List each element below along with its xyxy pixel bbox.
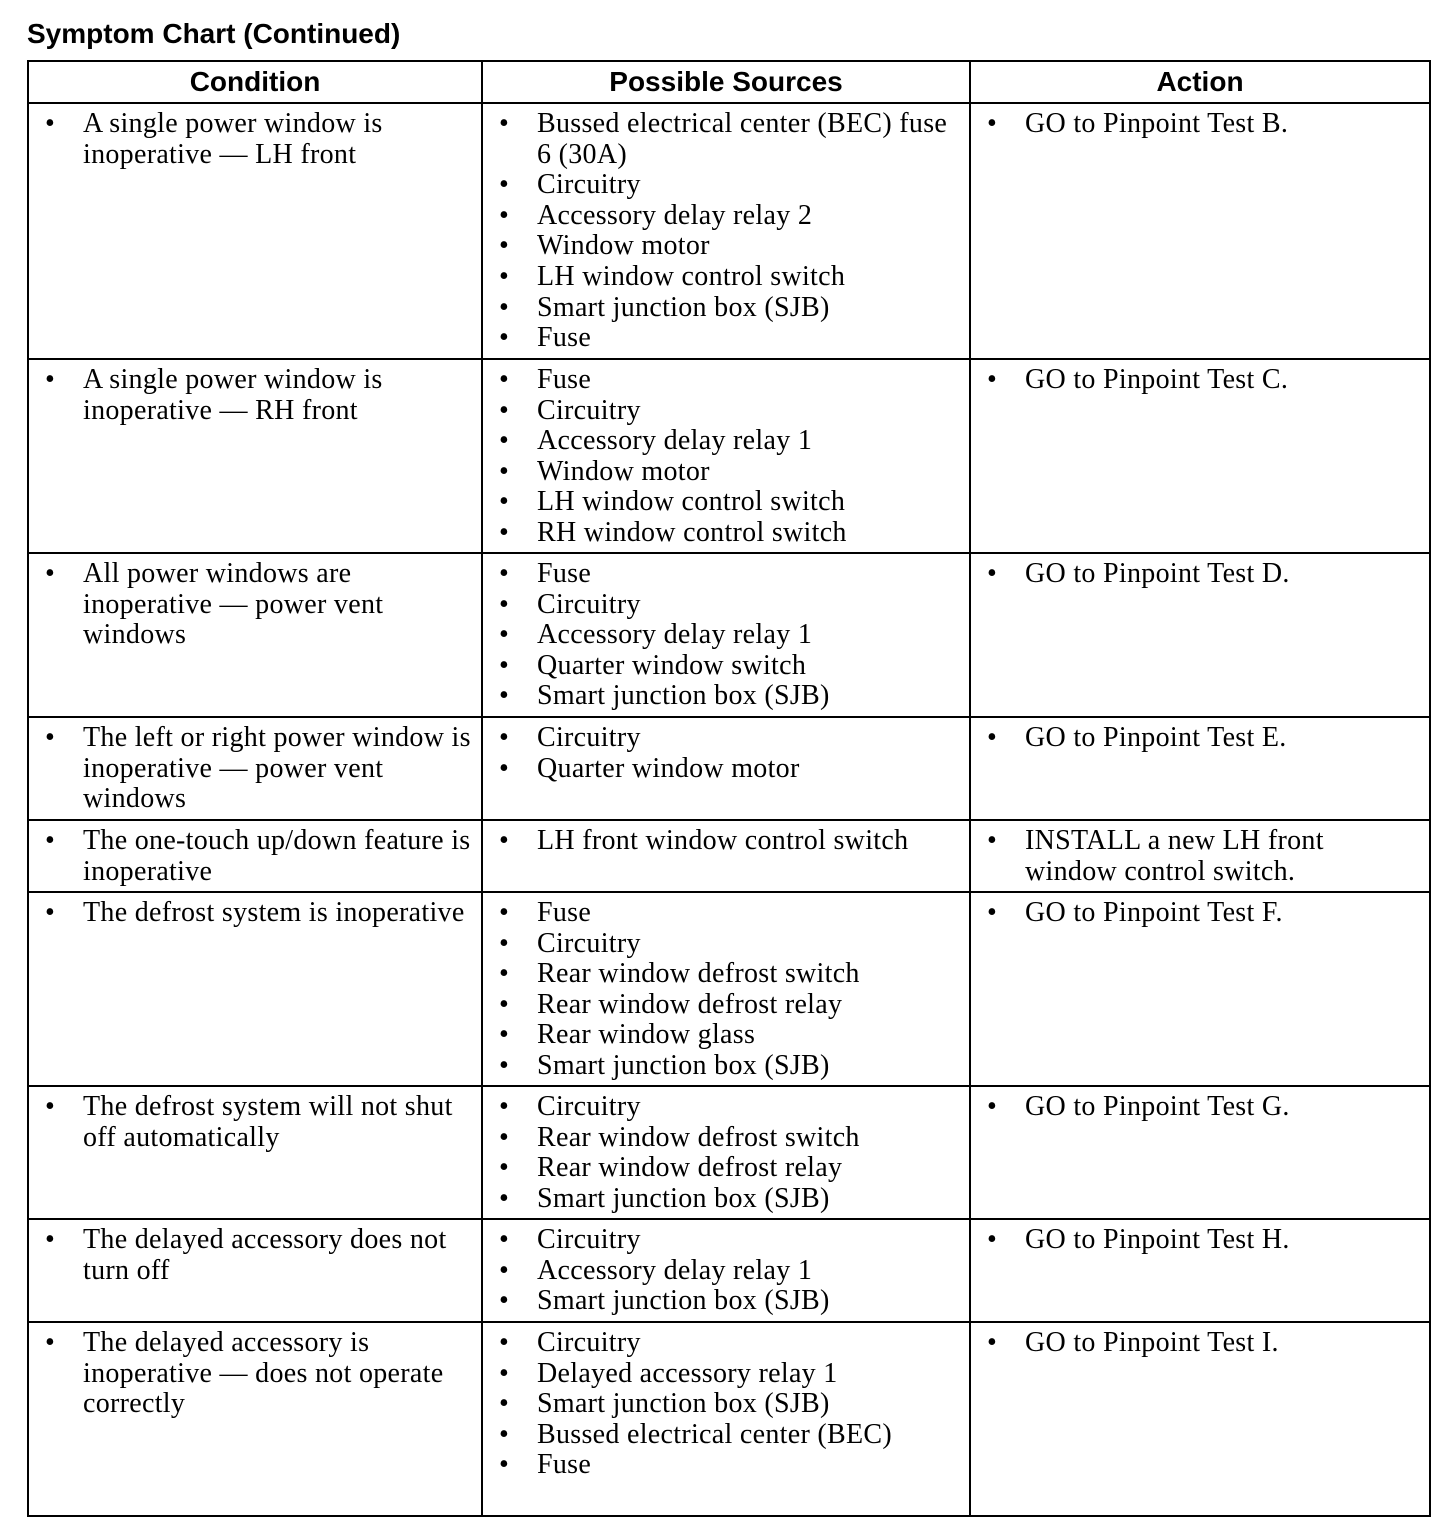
bullet-list: [29, 718, 481, 817]
list-item: [483, 1328, 961, 1359]
list-item-text: Smart junction box (SJB): [537, 680, 830, 712]
bullet-icon: •: [498, 1019, 510, 1051]
list-item-text: Rear window glass: [537, 1019, 756, 1051]
bullet-icon: •: [44, 1091, 56, 1122]
list-item: [971, 109, 1421, 140]
bullet-icon: •: [44, 108, 56, 139]
list-item-text: Fuse: [537, 322, 592, 354]
list-item-text: The left or right power window is inoperative — power vent windows: [83, 722, 471, 815]
list-item-text: GO to Pinpoint Test B.: [1025, 108, 1289, 139]
list-item: [971, 1225, 1421, 1256]
possible-sources-cell: [482, 1219, 970, 1322]
condition-cell: [28, 1322, 482, 1516]
list-item: [971, 826, 1421, 887]
possible-sources-cell: [482, 1086, 970, 1219]
bullet-icon: •: [498, 425, 510, 457]
bullet-icon: •: [498, 455, 510, 487]
bullet-icon: •: [498, 169, 510, 201]
list-item-text: Fuse: [537, 364, 592, 395]
list-item: [483, 365, 961, 396]
list-item: [29, 559, 473, 651]
list-item: [483, 754, 961, 785]
bullet-list: [971, 1323, 1429, 1361]
bullet-list: [971, 718, 1429, 756]
list-item-text: The defrost system will not shut off automatically: [83, 1091, 453, 1153]
list-item: [483, 959, 961, 990]
bullet-icon: •: [498, 394, 510, 426]
list-item-text: GO to Pinpoint Test H.: [1025, 1224, 1290, 1255]
action-cell: [970, 103, 1430, 359]
bullet-icon: •: [498, 1254, 510, 1286]
bullet-list: [483, 893, 969, 1084]
list-item-text: Fuse: [537, 558, 592, 589]
list-item-text: A single power window is inoperative — RH front: [83, 364, 383, 426]
bullet-icon: •: [498, 1224, 510, 1255]
list-item: [483, 826, 961, 857]
list-item: [971, 723, 1421, 754]
bullet-icon: •: [498, 1449, 510, 1481]
condition-cell: [28, 359, 482, 553]
list-item: [483, 1420, 961, 1451]
list-item-text: Fuse: [537, 897, 592, 928]
bullet-list: [483, 104, 969, 356]
list-item: [483, 1051, 961, 1082]
list-item-text: Smart junction box (SJB): [537, 1049, 830, 1081]
list-item-text: Smart junction box (SJB): [537, 291, 830, 323]
bullet-list: [29, 1087, 481, 1155]
bullet-list: [971, 554, 1429, 592]
list-item-text: GO to Pinpoint Test C.: [1025, 364, 1289, 395]
list-item: [29, 365, 473, 426]
bullet-icon: •: [498, 1182, 510, 1214]
condition-cell: [28, 1219, 482, 1322]
list-item-text: Fuse: [537, 1449, 592, 1481]
table-body: [28, 103, 1430, 1516]
bullet-list: [483, 554, 969, 714]
list-item-text: Window motor: [537, 230, 710, 262]
list-item-text: LH front window control switch: [537, 825, 909, 856]
list-item: [483, 1256, 961, 1287]
condition-cell: [28, 717, 482, 820]
bullet-icon: •: [44, 825, 56, 856]
list-item: [483, 1359, 961, 1390]
list-item-text: GO to Pinpoint Test E.: [1025, 722, 1287, 753]
bullet-icon: •: [498, 1049, 510, 1081]
bullet-list: [971, 104, 1429, 142]
bullet-icon: •: [498, 1357, 510, 1389]
list-item: [483, 293, 961, 324]
list-item-text: INSTALL a new LH front window control switch.: [1025, 825, 1324, 887]
possible-sources-cell: [482, 1322, 970, 1516]
action-cell: [970, 717, 1430, 820]
bullet-icon: •: [498, 558, 510, 589]
bullet-icon: •: [498, 1285, 510, 1317]
list-item-text: Accessory delay relay 2: [537, 199, 813, 231]
bullet-icon: •: [44, 558, 56, 589]
list-item: [483, 620, 961, 651]
list-item: [971, 1092, 1421, 1123]
list-item: [483, 170, 961, 201]
list-item: [483, 1123, 961, 1154]
action-cell: [970, 359, 1430, 553]
list-item: [483, 1286, 961, 1317]
list-item-text: Circuitry: [537, 394, 641, 426]
bullet-icon: •: [498, 1327, 510, 1358]
list-item-text: Accessory delay relay 1: [537, 425, 813, 457]
action-cell: [970, 1086, 1430, 1219]
table-row: [28, 103, 1430, 359]
list-item: [29, 1328, 473, 1420]
table-row: [28, 359, 1430, 553]
list-item: [483, 262, 961, 293]
bullet-list: [971, 893, 1429, 931]
list-item: [483, 723, 961, 754]
list-item-text: RH window control switch: [537, 516, 847, 548]
bullet-list: [29, 554, 481, 653]
possible-sources-cell: [482, 359, 970, 553]
bullet-icon: •: [986, 722, 998, 753]
list-item: [29, 1092, 473, 1153]
list-item-text: Quarter window motor: [537, 752, 800, 784]
list-item: [971, 1328, 1421, 1359]
list-item-text: Circuitry: [537, 927, 641, 959]
bullet-list: [29, 893, 481, 931]
table-row: [28, 820, 1430, 892]
list-item: [483, 1092, 961, 1123]
bullet-list: [483, 1220, 969, 1319]
list-item-text: Circuitry: [537, 588, 641, 620]
list-item: [483, 487, 961, 518]
list-item: [29, 1225, 473, 1286]
bullet-icon: •: [44, 1224, 56, 1255]
list-item-text: GO to Pinpoint Test D.: [1025, 558, 1290, 589]
action-cell: [970, 1219, 1430, 1322]
bullet-icon: •: [498, 486, 510, 518]
bullet-icon: •: [498, 516, 510, 548]
bullet-icon: •: [498, 680, 510, 712]
bullet-icon: •: [498, 1388, 510, 1420]
list-item-text: Circuitry: [537, 1327, 641, 1358]
list-item-text: Smart junction box (SJB): [537, 1285, 830, 1317]
bullet-icon: •: [498, 825, 510, 856]
bullet-icon: •: [498, 322, 510, 354]
bullet-icon: •: [498, 1091, 510, 1122]
bullet-icon: •: [986, 825, 998, 856]
list-item: [483, 1020, 961, 1051]
bullet-icon: •: [498, 927, 510, 959]
condition-cell: [28, 553, 482, 717]
bullet-icon: •: [44, 897, 56, 928]
bullet-icon: •: [986, 1091, 998, 1122]
list-item: [971, 365, 1421, 396]
bullet-icon: •: [986, 897, 998, 928]
list-item-text: GO to Pinpoint Test F.: [1025, 897, 1283, 928]
bullet-icon: •: [498, 1121, 510, 1153]
list-item-text: LH window control switch: [537, 260, 846, 292]
bullet-list: [483, 718, 969, 786]
list-item: [29, 898, 473, 929]
bullet-icon: •: [986, 1224, 998, 1255]
list-item: [483, 929, 961, 960]
list-item-text: The delayed accessory does not turn off: [83, 1224, 447, 1286]
bullet-list: [29, 821, 481, 889]
bullet-icon: •: [498, 897, 510, 928]
list-item-text: Window motor: [537, 455, 710, 487]
list-item-text: Rear window defrost relay: [537, 1152, 843, 1184]
table-row: [28, 892, 1430, 1086]
column-header-condition: Condition: [28, 61, 482, 103]
bullet-icon: •: [498, 108, 510, 139]
list-item-text: Rear window defrost relay: [537, 988, 843, 1020]
bullet-list: [971, 1087, 1429, 1125]
bullet-icon: •: [498, 291, 510, 323]
bullet-list: [29, 1220, 481, 1288]
table-row: [28, 553, 1430, 717]
list-item: [483, 1184, 961, 1215]
action-cell: [970, 553, 1430, 717]
list-item-text: Accessory delay relay 1: [537, 1254, 813, 1286]
bullet-icon: •: [498, 752, 510, 784]
bullet-list: [971, 360, 1429, 398]
list-item-text: All power windows are inoperative — power vent windows: [83, 558, 384, 651]
bullet-list: [971, 821, 1429, 889]
table-row: [28, 1322, 1430, 1516]
list-item-text: LH window control switch: [537, 486, 846, 518]
list-item-text: The delayed accessory is inoperative — does not operate correctly: [83, 1327, 444, 1420]
list-item: [483, 396, 961, 427]
bullet-list: [483, 821, 969, 859]
list-item-text: Accessory delay relay 1: [537, 619, 813, 651]
bullet-list: [29, 360, 481, 428]
list-item: [483, 426, 961, 457]
list-item: [483, 590, 961, 621]
list-item: [29, 109, 473, 170]
header-row: [28, 61, 1430, 103]
bullet-icon: •: [986, 1327, 998, 1358]
symptom-chart-table: [27, 60, 1431, 1517]
possible-sources-cell: [482, 820, 970, 892]
list-item-text: Bussed electrical center (BEC) fuse 6 (30A): [537, 108, 948, 170]
bullet-list: [29, 1323, 481, 1422]
action-cell: [970, 820, 1430, 892]
list-item: [483, 1225, 961, 1256]
bullet-icon: •: [498, 619, 510, 651]
action-cell: [970, 1322, 1430, 1516]
bullet-list: [483, 1087, 969, 1216]
bullet-icon: •: [498, 260, 510, 292]
table-row: [28, 1086, 1430, 1219]
list-item-text: GO to Pinpoint Test I.: [1025, 1327, 1279, 1358]
list-item: [483, 898, 961, 929]
column-header-action: Action: [970, 61, 1430, 103]
bullet-icon: •: [498, 1418, 510, 1450]
list-item: [483, 559, 961, 590]
bullet-list: [971, 1220, 1429, 1258]
list-item-text: Circuitry: [537, 169, 641, 201]
bullet-icon: •: [498, 199, 510, 231]
column-header-possible-sources: Possible Sources: [482, 61, 970, 103]
list-item-text: Delayed accessory relay 1: [537, 1357, 838, 1389]
list-item-text: Rear window defrost switch: [537, 958, 860, 990]
list-item: [483, 231, 961, 262]
bullet-list: [483, 1323, 969, 1483]
bullet-icon: •: [44, 1327, 56, 1358]
list-item-text: Smart junction box (SJB): [537, 1182, 830, 1214]
list-item: [29, 723, 473, 815]
action-cell: [970, 892, 1430, 1086]
condition-cell: [28, 892, 482, 1086]
bullet-icon: •: [498, 1152, 510, 1184]
possible-sources-cell: [482, 553, 970, 717]
page-title: Symptom Chart (Continued): [27, 18, 401, 49]
list-item: [483, 1450, 961, 1481]
bullet-list: [29, 104, 481, 172]
list-item-text: Bussed electrical center (BEC): [537, 1418, 892, 1450]
bullet-icon: •: [498, 958, 510, 990]
condition-cell: [28, 820, 482, 892]
possible-sources-cell: [482, 717, 970, 820]
list-item: [971, 898, 1421, 929]
possible-sources-cell: [482, 892, 970, 1086]
bullet-icon: •: [986, 108, 998, 139]
list-item-text: GO to Pinpoint Test G.: [1025, 1091, 1290, 1122]
list-item: [483, 681, 961, 712]
bullet-icon: •: [498, 588, 510, 620]
list-item: [483, 518, 961, 549]
list-item: [483, 201, 961, 232]
bullet-icon: •: [498, 988, 510, 1020]
condition-cell: [28, 103, 482, 359]
list-item-text: Circuitry: [537, 1091, 641, 1122]
list-item: [483, 457, 961, 488]
list-item-text: Quarter window switch: [537, 649, 807, 681]
bullet-icon: •: [498, 649, 510, 681]
bullet-icon: •: [986, 364, 998, 395]
condition-cell: [28, 1086, 482, 1219]
list-item: [483, 1389, 961, 1420]
list-item-text: A single power window is inoperative — LH front: [83, 108, 383, 170]
list-item-text: Rear window defrost switch: [537, 1121, 860, 1153]
list-item: [483, 109, 961, 170]
table-row: [28, 717, 1430, 820]
list-item-text: Circuitry: [537, 722, 641, 753]
list-item: [483, 651, 961, 682]
bullet-icon: •: [498, 230, 510, 262]
bullet-icon: •: [498, 722, 510, 753]
table-row: [28, 1219, 1430, 1322]
bullet-icon: •: [498, 364, 510, 395]
list-item-text: Circuitry: [537, 1224, 641, 1255]
list-item-text: The defrost system is inoperative: [83, 897, 465, 928]
list-item-text: Smart junction box (SJB): [537, 1388, 830, 1420]
list-item-text: The one-touch up/down feature is inoperative: [83, 825, 471, 887]
bullet-icon: •: [44, 364, 56, 395]
bullet-list: [483, 360, 969, 551]
list-item: [29, 826, 473, 887]
list-item: [483, 990, 961, 1021]
possible-sources-cell: [482, 103, 970, 359]
list-item: [483, 1153, 961, 1184]
bullet-icon: •: [44, 722, 56, 753]
list-item: [483, 323, 961, 354]
bullet-icon: •: [986, 558, 998, 589]
list-item: [971, 559, 1421, 590]
